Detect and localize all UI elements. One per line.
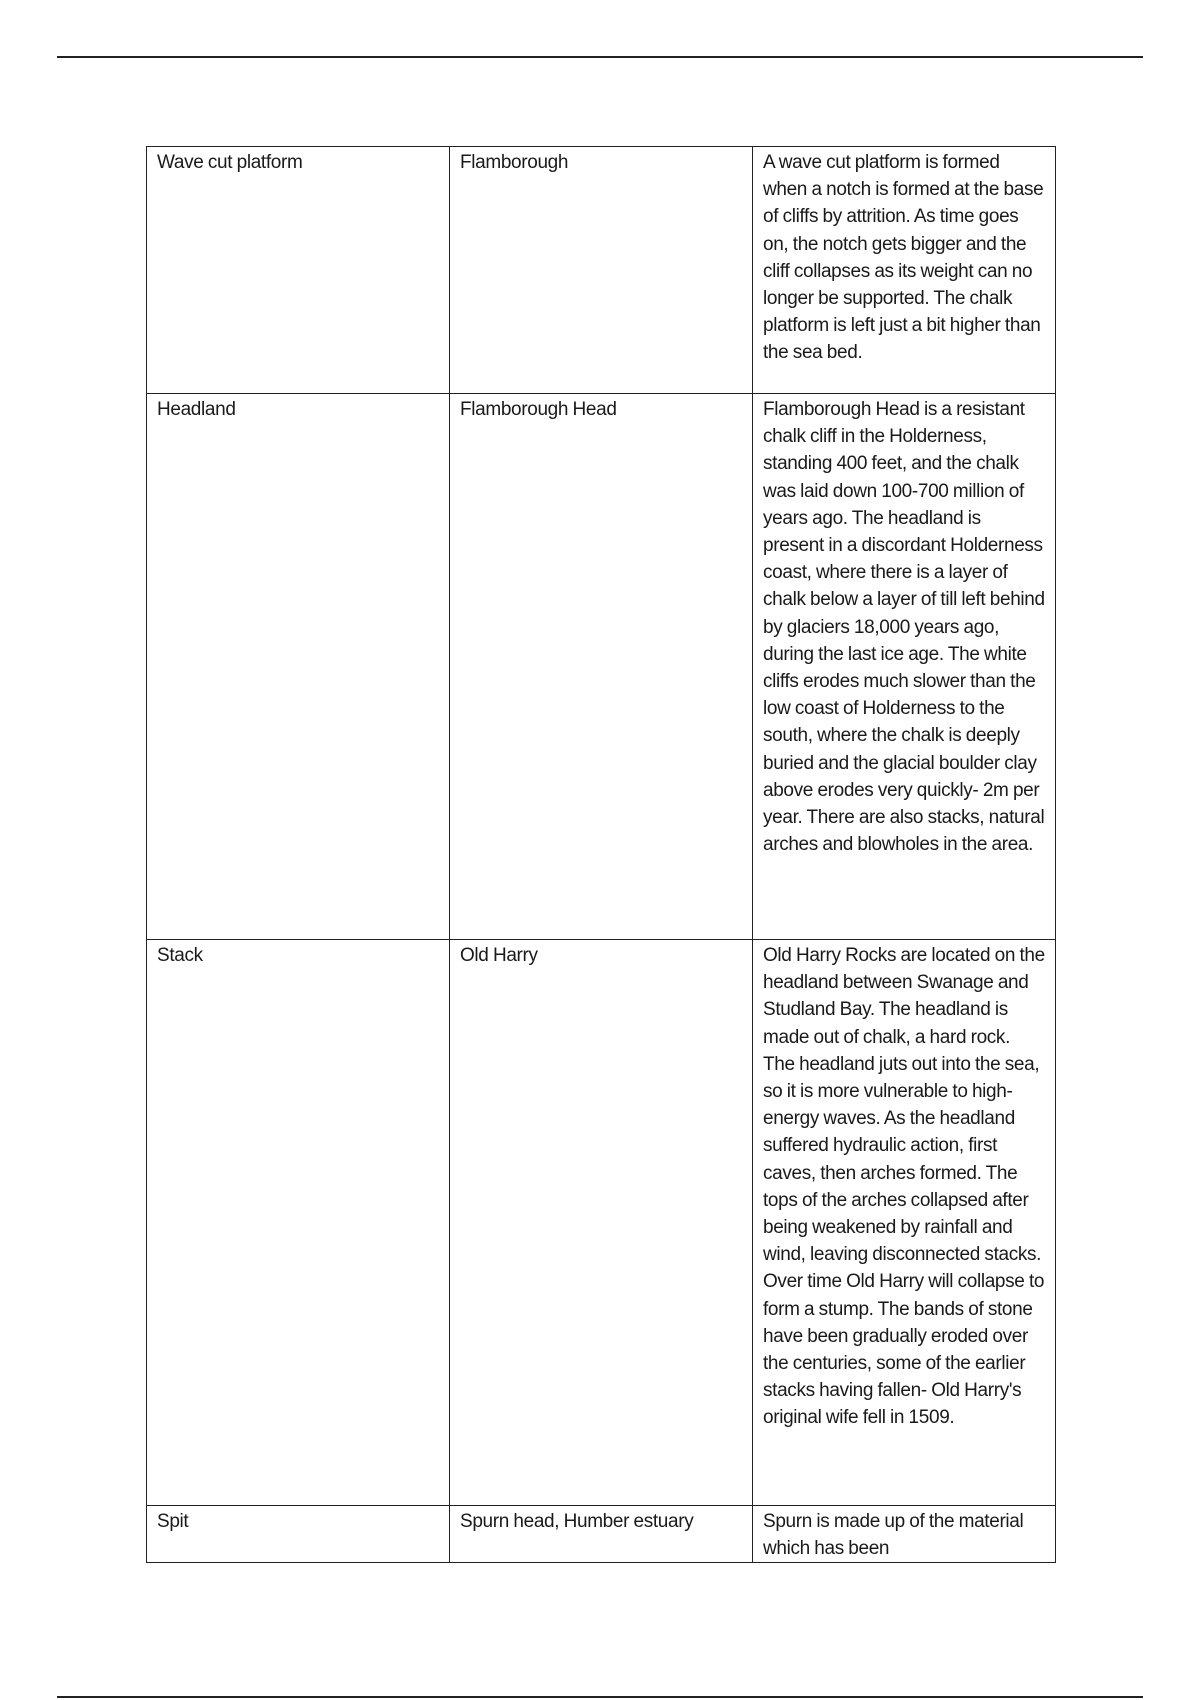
header-rule <box>57 56 1143 58</box>
example-cell: Flamborough Head <box>450 394 753 940</box>
landforms-table <box>146 146 1056 1563</box>
table-row <box>147 147 1056 394</box>
landform-cell: Headland <box>147 394 450 940</box>
description-cell: Flamborough Head is a resistant chalk cliff in the Holderness, standing 400 feet, and the chalk was laid down 100-700 million of years ago. The headland is present in a discordant Holderness coast, where there is a layer of chalk below a layer of till left behind by glaciers 18,000 years ago, during the last ice age. The white cliffs erodes much slower than the low coast of Holderness to the south, where the chalk is deeply buried and the glacial boulder clay above erodes very quickly- 2m per year. There are also stacks, natural arches and blowholes in the area. <box>753 394 1056 940</box>
footer-rule <box>57 1696 1143 1698</box>
description-cell: Spurn is made up of the material which has been <box>753 1506 1056 1563</box>
example-cell: Flamborough <box>450 147 753 394</box>
landform-cell: Wave cut platform <box>147 147 450 394</box>
example-cell: Spurn head, Humber estuary <box>450 1506 753 1563</box>
example-cell: Old Harry <box>450 940 753 1506</box>
table-row <box>147 940 1056 1506</box>
table-row <box>147 394 1056 940</box>
landform-cell: Spit <box>147 1506 450 1563</box>
landform-cell: Stack <box>147 940 450 1506</box>
table-row <box>147 1506 1056 1563</box>
description-cell: Old Harry Rocks are located on the headland between Swanage and Studland Bay. The headland is made out of chalk, a hard rock. The headland juts out into the sea, so it is more vulnerable to high-energy waves. As the headland suffered hydraulic action, first caves, then arches formed. The tops of the arches collapsed after being weakened by rainfall and wind, leaving disconnected stacks. Over time Old Harry will collapse to form a stump. The bands of stone have been gradually eroded over the centuries, some of the earlier stacks having fallen- Old Harry's original wife fell in 1509. <box>753 940 1056 1506</box>
description-cell: A wave cut platform is formed when a notch is formed at the base of cliffs by attrition. As time goes on, the notch gets bigger and the cliff collapses as its weight can no longer be supported. The chalk platform is left just a bit higher than the sea bed. <box>753 147 1056 394</box>
